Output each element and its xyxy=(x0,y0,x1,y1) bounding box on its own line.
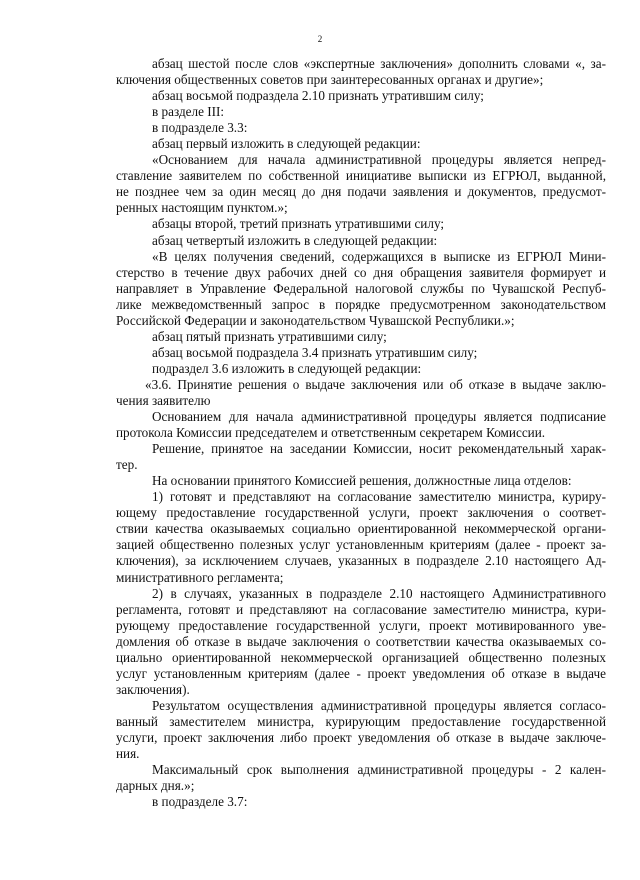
text-line: Основанием для начала административной процедуры является подписание xyxy=(152,409,606,425)
text-line: в разделе III: xyxy=(152,104,225,120)
text-line: рующему предоставление государственной услуги, проект мотивированного уве- xyxy=(116,617,606,633)
text-line: ванный заместителем министра, курирующим предоставление государственной xyxy=(116,713,606,729)
text-line: «Основанием для начала административной процедуры является непред- xyxy=(152,152,606,168)
text-line: протокола Комиссии председателем и ответственным секретарем Комиссии. xyxy=(116,425,546,441)
text-line: не позднее чем за один месяц до дня подачи заявления и документов, предусмот- xyxy=(116,184,606,200)
text-line: абзац восьмой подраздела 3.4 признать утратившим силу; xyxy=(152,344,478,360)
text-line: услуг установленным критериям (далее - проект уведомления об отказе в выдаче xyxy=(116,665,606,681)
text-line: «3.6. Принятие решения о выдаче заключения или об отказе в выдаче заклю- xyxy=(145,376,606,392)
text-line: ствии качества оказываемых социально ориентированной некоммерческой органи- xyxy=(116,521,606,537)
text-line: Результатом осуществления административной процедуры является согласо- xyxy=(152,697,606,713)
text-line: Решение, принятое на заседании Комиссии, носит рекомендательный харак- xyxy=(152,441,606,457)
text-line: заключения). xyxy=(116,681,190,697)
text-line: ющему предоставление государственной услуги, проект заключения о соответ- xyxy=(116,505,606,521)
text-line: чения заявителю xyxy=(116,392,211,408)
text-line: подраздел 3.6 изложить в следующей редакции: xyxy=(152,360,422,376)
text-line: 2) в случаях, указанных в подразделе 2.10 настоящего Административного xyxy=(152,585,606,601)
text-line: услуги, проект заключения либо проект уведомления об отказе в выдаче заключе- xyxy=(116,729,606,745)
text-line: стерство в течение двух рабочих дней со дня обращения заявителя формирует и xyxy=(116,264,606,280)
text-line: Максимальный срок выполнения административной процедуры - 2 кален- xyxy=(152,762,606,778)
text-line: ния. xyxy=(116,746,140,762)
text-line: 1) готовят и представляют на согласование заместителю министра, куриру- xyxy=(152,489,606,505)
text-line: Российской Федерации и законодательством Чувашской Республики.»; xyxy=(116,312,515,328)
text-line: в подразделе 3.3: xyxy=(152,120,248,136)
text-line: абзацы второй, третий признать утратившими силу; xyxy=(152,216,445,232)
text-line: ренных настоящим пунктом.»; xyxy=(116,200,288,216)
text-line: абзац четвертый изложить в следующей редакции: xyxy=(152,232,438,248)
text-line: зацией общественно полезных услуг установленным критериям (далее - проект за- xyxy=(116,537,606,553)
text-line: дарных дня.»; xyxy=(116,778,195,794)
text-line: На основании принятого Комиссией решения, должностные лица отделов: xyxy=(152,473,572,489)
page-number: 2 xyxy=(317,34,323,44)
text-line: абзац восьмой подраздела 2.10 признать утратившим силу; xyxy=(152,88,484,104)
document-body xyxy=(116,56,606,810)
text-line: домления об отказе в выдаче заключения о соответствии качества оказываемых со- xyxy=(116,633,606,649)
text-line: абзац первый изложить в следующей редакции: xyxy=(152,136,421,152)
text-line: абзац пятый признать утратившими силу; xyxy=(152,328,387,344)
text-line: лике межведомственный запрос в порядке предусмотренном законодательством xyxy=(116,296,606,312)
text-line: в подразделе 3.7: xyxy=(152,794,248,810)
text-line: ставление заявителем по собственной инициативе выписки из ЕГРЮЛ, выданной, xyxy=(116,168,606,184)
text-line: регламента, готовят и представляют на согласование заместителю министра, кури- xyxy=(116,601,606,617)
text-line: ключения), за исключением случаев, указанных в подразделе 2.10 настоящего Ад- xyxy=(116,553,606,569)
text-line: министративного регламента; xyxy=(116,569,284,585)
text-line: ключения общественных советов при заинтересованных органах и другие»; xyxy=(116,72,544,88)
text-line: направляет в Управление Федеральной налоговой службы по Чувашской Респуб- xyxy=(116,280,606,296)
text-line: циально ориентированной некоммерческой организацией общественно полезных xyxy=(116,649,606,665)
text-line: «В целях получения сведений, содержащихся в выписке из ЕГРЮЛ Мини- xyxy=(152,248,606,264)
text-line: тер. xyxy=(116,457,138,473)
text-line: абзац шестой после слов «экспертные заключения» дополнить словами «, за- xyxy=(152,56,606,71)
